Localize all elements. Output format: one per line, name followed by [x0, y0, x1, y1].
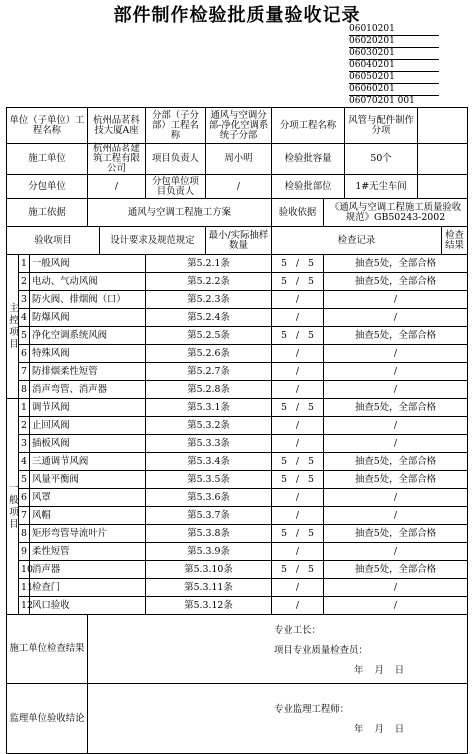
check-record: 抽查5处，全部合格 [324, 471, 468, 489]
column-header-record: 检查记录 [272, 227, 442, 255]
supervision-date: 年 月 日 [354, 724, 405, 735]
form-code-list [349, 24, 439, 108]
sub-manager-value: / [206, 175, 272, 199]
check-record: / [324, 291, 468, 309]
construction-check-label: 施工单位检查结果 [7, 615, 88, 684]
construction-basis-value: 通风与空调工程施工方案 [88, 199, 272, 227]
form-code: 06050201 [349, 72, 439, 84]
sample-actual: 5 [308, 455, 314, 467]
item-number: 7 [19, 507, 30, 525]
inspection-item-row [7, 579, 468, 597]
sample-count: 5 / 5 [272, 561, 324, 579]
item-number: 2 [19, 417, 30, 435]
sample-count: / [272, 507, 324, 525]
sample-count: / [272, 543, 324, 561]
item-number: 2 [19, 273, 30, 291]
subcontractor-label: 分包单位 [7, 175, 88, 199]
foreman-signature: 专业工长： [274, 625, 321, 636]
check-record: / [324, 309, 468, 327]
inspection-items [7, 255, 468, 615]
subcontractor-value: / [88, 175, 146, 199]
item-name: 矩形弯管导流叶片 [30, 525, 146, 543]
item-number: 10 [19, 561, 30, 579]
inspection-form-table [6, 107, 468, 754]
check-record: / [324, 363, 468, 381]
form-code: 06040201 [349, 60, 439, 72]
item-clause: 第5.2.2条 [146, 273, 272, 291]
item-clause: 第5.3.8条 [146, 525, 272, 543]
item-number: 7 [19, 363, 30, 381]
item-name: 防排烟柔性短管 [30, 363, 146, 381]
item-name: 止回风阀 [30, 417, 146, 435]
item-clause: 第5.3.11条 [146, 579, 272, 597]
inspection-item-row [7, 597, 468, 615]
item-clause: 第5.3.12条 [146, 597, 272, 615]
item-clause: 第5.3.4条 [146, 453, 272, 471]
check-record: / [324, 345, 468, 363]
check-record: / [324, 543, 468, 561]
sample-count: 5 / 5 [272, 273, 324, 291]
contractor-label: 施工单位 [7, 144, 88, 175]
item-name: 特殊风阀 [30, 345, 146, 363]
column-header-row [7, 227, 468, 255]
sample-count: / [272, 363, 324, 381]
sub-manager-label: 分包单位项目负责人 [146, 175, 206, 199]
sample-count: / [272, 345, 324, 363]
item-name: 风帽 [30, 507, 146, 525]
item-name: 检查门 [30, 579, 146, 597]
batch-location-label: 检验批部位 [272, 175, 345, 199]
sample-actual: 5 [308, 329, 314, 341]
sample-count: 5 / 5 [272, 399, 324, 417]
inspection-item-row [7, 417, 468, 435]
item-name: 风罩 [30, 489, 146, 507]
inspection-item-row [7, 543, 468, 561]
item-name: 净化空调系统风阀 [30, 327, 146, 345]
item-number: 4 [19, 309, 30, 327]
item-number: 5 [19, 327, 30, 345]
blank-cell [418, 144, 468, 175]
form-code: 06020201 [349, 36, 439, 48]
item-name: 柔性短管 [30, 543, 146, 561]
item-clause: 第5.3.2条 [146, 417, 272, 435]
sample-actual: 5 [308, 275, 314, 287]
batch-capacity-value: 50个 [345, 144, 418, 175]
sample-actual: 5 [308, 257, 314, 269]
acceptance-basis-label: 验收依据 [272, 199, 324, 227]
inspector-signature: 项目专业质量检查员： [274, 645, 368, 656]
item-number: 5 [19, 471, 30, 489]
inspection-item-row [7, 291, 468, 309]
inspection-item-row [7, 327, 468, 345]
sample-count: 5 / 5 [272, 471, 324, 489]
check-record: 抽查5处，全部合格 [324, 561, 468, 579]
item-project-label: 分项工程名称 [272, 108, 345, 144]
inspection-item-row [7, 381, 468, 399]
inspection-item-row [7, 471, 468, 489]
check-record: 抽查5处，全部合格 [324, 327, 468, 345]
sample-count: / [272, 435, 324, 453]
item-number: 8 [19, 381, 30, 399]
section-label-text: 主控项目 [9, 302, 19, 350]
item-clause: 第5.2.4条 [146, 309, 272, 327]
inspection-item-row [7, 345, 468, 363]
form-code: 06010201 [349, 24, 439, 36]
sample-count: 5 / 5 [272, 453, 324, 471]
column-header-sample: 最小/实际抽样数量 [206, 227, 272, 255]
check-record: 抽查5处，全部合格 [324, 273, 468, 291]
blank-cell [418, 108, 468, 144]
item-clause: 第5.2.3条 [146, 291, 272, 309]
check-record: / [324, 417, 468, 435]
item-name: 消声弯管、消声器 [30, 381, 146, 399]
inspection-item-row [7, 507, 468, 525]
inspection-item-row [7, 561, 468, 579]
sample-actual: 5 [308, 401, 314, 413]
header-row-contractor [7, 144, 468, 175]
item-clause: 第5.3.5条 [146, 471, 272, 489]
check-record: / [324, 579, 468, 597]
item-number: 8 [19, 525, 30, 543]
item-number: 3 [19, 435, 30, 453]
item-number: 4 [19, 453, 30, 471]
check-record: / [324, 597, 468, 615]
construction-check-row [7, 615, 468, 684]
check-record: / [324, 381, 468, 399]
item-name: 一般风阀 [30, 255, 146, 273]
construction-check-date: 年 月 日 [354, 665, 405, 676]
form-title: 部件制作检验批质量验收记录 [113, 5, 361, 26]
item-number: 12 [19, 597, 30, 615]
item-name: 防爆风阀 [30, 309, 146, 327]
item-name: 电动、气动风阀 [30, 273, 146, 291]
item-clause: 第5.2.6条 [146, 345, 272, 363]
item-number: 1 [19, 255, 30, 273]
inspection-item-row [7, 399, 468, 417]
check-record: 抽查5处，全部合格 [324, 399, 468, 417]
item-number: 6 [19, 489, 30, 507]
check-record: / [324, 435, 468, 453]
item-clause: 第5.3.10条 [146, 561, 272, 579]
item-name: 三通调节风阀 [30, 453, 146, 471]
check-record: 抽查5处，全部合格 [324, 255, 468, 273]
signature-section [7, 615, 468, 754]
sample-count: 5 / 5 [272, 255, 324, 273]
construction-check-content [88, 615, 468, 684]
sample-min: 5 [281, 455, 287, 467]
form-code: 06030201 [349, 48, 439, 60]
item-number: 1 [19, 399, 30, 417]
item-name: 风口验收 [30, 597, 146, 615]
sample-min: 5 [281, 401, 287, 413]
form-header [7, 108, 468, 255]
inspection-item-row [7, 309, 468, 327]
sample-actual: 5 [308, 527, 314, 539]
item-clause: 第5.2.7条 [146, 363, 272, 381]
item-name: 消声器 [30, 561, 146, 579]
construction-basis-label: 施工依据 [7, 199, 88, 227]
sample-actual: 5 [308, 473, 314, 485]
column-header-design: 设计要求及规范规定 [100, 227, 206, 255]
sample-count: / [272, 417, 324, 435]
contractor-value: 杭州品茗建筑工程有限公司 [88, 144, 146, 175]
item-clause: 第5.2.1条 [146, 255, 272, 273]
header-row-subcontractor [7, 175, 468, 199]
sub-project-label: 分部（子分部）工程名称 [146, 108, 206, 144]
sample-count: 5 / 5 [272, 327, 324, 345]
sample-count: / [272, 597, 324, 615]
blank-cell [418, 175, 468, 199]
item-clause: 第5.3.9条 [146, 543, 272, 561]
inspection-item-row [7, 363, 468, 381]
item-clause: 第5.2.8条 [146, 381, 272, 399]
inspection-item-row [7, 453, 468, 471]
item-clause: 第5.3.7条 [146, 507, 272, 525]
supervision-label: 监理单位验收结论 [7, 684, 88, 754]
sample-min: 5 [281, 473, 287, 485]
item-clause: 第5.3.1条 [146, 399, 272, 417]
sample-min: 5 [281, 257, 287, 269]
check-record: / [324, 489, 468, 507]
item-number: 3 [19, 291, 30, 309]
supervising-engineer-signature: 专业监理工程师： [274, 704, 350, 715]
unit-value: 杭州品茗科技大厦A座 [88, 108, 146, 144]
sample-count: / [272, 579, 324, 597]
header-row-basis [7, 199, 468, 227]
batch-capacity-label: 检验批容量 [272, 144, 345, 175]
sample-count: 5 / 5 [272, 525, 324, 543]
item-name: 防火阀、排烟阀（口） [30, 291, 146, 309]
batch-location-value: 1#无尘车间 [345, 175, 418, 199]
column-header-result: 检查结果 [442, 227, 468, 255]
header-row-project [7, 108, 468, 144]
item-project-value: 风管与配件制作分项 [345, 108, 418, 144]
column-header-item: 验收项目 [7, 227, 100, 255]
sample-count: / [272, 381, 324, 399]
check-record: 抽查5处，全部合格 [324, 453, 468, 471]
item-clause: 第5.3.6条 [146, 489, 272, 507]
inspection-item-row [7, 435, 468, 453]
project-manager-value: 周小明 [206, 144, 272, 175]
sample-count: / [272, 291, 324, 309]
main-control-label [7, 255, 19, 399]
check-record: 抽查5处，全部合格 [324, 525, 468, 543]
sample-min: 5 [281, 563, 287, 575]
item-name: 调节风阀 [30, 399, 146, 417]
inspection-item-row [7, 273, 468, 291]
item-clause: 第5.2.5条 [146, 327, 272, 345]
form-code: 06070201 001 [349, 96, 439, 108]
inspection-item-row [7, 525, 468, 543]
item-number: 6 [19, 345, 30, 363]
item-name: 风量平衡阀 [30, 471, 146, 489]
inspection-item-row [7, 489, 468, 507]
supervision-content [88, 684, 468, 754]
sample-count: / [272, 309, 324, 327]
form-code: 06060201 [349, 84, 439, 96]
project-manager-label: 项目负责人 [146, 144, 206, 175]
sample-min: 5 [281, 329, 287, 341]
unit-label: 单位（子单位）工程名称 [7, 108, 88, 144]
sub-project-value: 通风与空调分部-净化空调系统子分部 [206, 108, 272, 144]
inspection-item-row [7, 255, 468, 273]
acceptance-basis-value: 《通风与空调工程施工质量验收规范》GB50243-2002 [324, 199, 468, 227]
sample-count: / [272, 489, 324, 507]
supervision-row [7, 684, 468, 754]
item-name: 插板风阀 [30, 435, 146, 453]
sample-min: 5 [281, 275, 287, 287]
item-clause: 第5.3.3条 [146, 435, 272, 453]
general-items-label [7, 399, 19, 615]
sample-actual: 5 [308, 563, 314, 575]
check-record: / [324, 507, 468, 525]
sample-min: 5 [281, 527, 287, 539]
item-number: 9 [19, 543, 30, 561]
item-number: 11 [19, 579, 30, 597]
section-label-text: 一般项目 [9, 482, 19, 530]
